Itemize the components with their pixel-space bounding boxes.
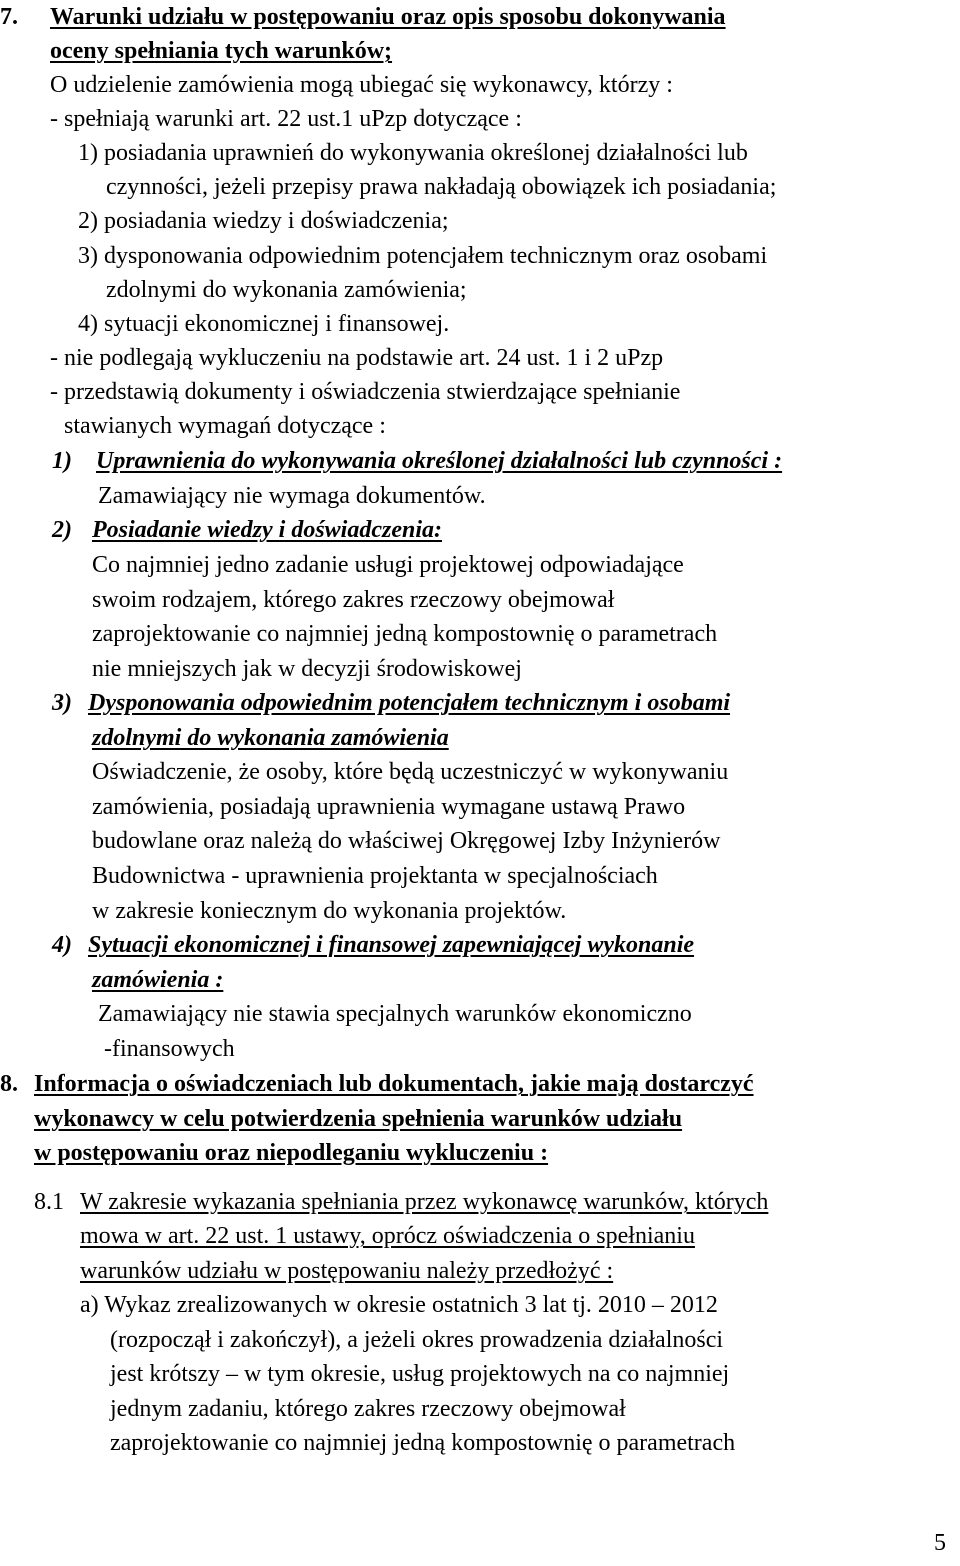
requirement-2-number: 2) — [52, 517, 72, 543]
requirement-1-title: Uprawnienia do wykonywania określonej działalności lub czynności : — [96, 448, 783, 474]
condition-3-line-1: 3) dysponowania odpowiednim potencjałem technicznym oraz osobami — [78, 243, 768, 269]
requirement-1-text: Zamawiający nie wymaga dokumentów. — [98, 483, 486, 509]
section-7-heading-line-1: Warunki udziału w postępowaniu oraz opis sposobu dokonywania — [50, 4, 726, 30]
documents-line-2: stawianych wymagań dotyczące : — [64, 413, 386, 439]
section-8-number: 8. — [0, 1071, 18, 1097]
section-8-heading-line-1: Informacja o oświadczeniach lub dokumentach, jakie mają dostarczyć — [34, 1071, 754, 1097]
requirement-3-line-5: w zakresie koniecznym do wykonania projektów. — [92, 898, 567, 924]
requirement-3-line-4: Budownictwa - uprawnienia projektanta w specjalnościach — [92, 863, 658, 889]
exclusion-statement: - nie podlegają wykluczeniu na podstawie art. 24 ust. 1 i 2 uPzp — [50, 345, 664, 371]
subsection-8-1-line-1: W zakresie wykazania spełniania przez wykonawcę warunków, których — [80, 1189, 769, 1215]
requirement-4-number: 4) — [52, 932, 72, 958]
item-a-line-3: jest krótszy – w tym okresie, usług projektowych na co najmniej — [110, 1361, 730, 1387]
subsection-8-1-line-3: warunków udziału w postępowaniu należy przedłożyć : — [80, 1258, 614, 1284]
requirement-3-line-1: Oświadczenie, że osoby, które będą uczestniczyć w wykonywaniu — [92, 759, 729, 785]
requirement-2-line-4: nie mniejszych jak w decyzji środowiskowej — [92, 656, 522, 682]
subsection-8-1-line-2: mowa w art. 22 ust. 1 ustawy, oprócz oświadczenia o spełnianiu — [80, 1223, 695, 1249]
requirement-1-number: 1) — [52, 448, 72, 474]
condition-1-line-2: czynności, jeżeli przepisy prawa nakładają obowiązek ich posiadania; — [106, 174, 777, 200]
section-8-heading-line-3: w postępowaniu oraz niepodleganiu wykluczeniu : — [34, 1140, 549, 1166]
requirement-3-number: 3) — [52, 690, 72, 716]
requirement-2-line-2: swoim rodzajem, którego zakres rzeczowy obejmował — [92, 587, 615, 613]
section-8-heading-line-2: wykonawcy w celu potwierdzenia spełnienia warunków udziału — [34, 1106, 683, 1132]
requirement-3-title-line-1: Dysponowania odpowiednim potencjałem technicznym i osobami — [88, 690, 731, 716]
requirement-2-line-1: Co najmniej jedno zadanie usługi projektowej odpowiadające — [92, 552, 684, 578]
section-7-heading-line-2: oceny spełniania tych warunków; — [50, 38, 393, 64]
requirement-4-title-line-1: Sytuacji ekonomicznej i finansowej zapewniającej wykonanie — [88, 932, 695, 958]
item-a-line-2: (rozpoczął i zakończył), a jeżeli okres prowadzenia działalności — [110, 1327, 724, 1353]
documents-line-1: - przedstawią dokumenty i oświadczenia stwierdzające spełnianie — [50, 379, 681, 405]
condition-3-line-2: zdolnymi do wykonania zamówienia; — [106, 277, 467, 303]
subsection-8-1-number: 8.1 — [34, 1189, 64, 1215]
item-a-line-5: zaprojektowanie co najmniej jedną kompostownię o parametrach — [110, 1430, 736, 1456]
page-number: 5 — [934, 1530, 946, 1556]
section-7-intro: O udzielenie zamówienia mogą ubiegać się wykonawcy, którzy : — [50, 72, 673, 98]
requirement-2-line-3: zaprojektowanie co najmniej jedną kompostownię o parametrach — [92, 621, 718, 647]
requirement-3-title-line-2: zdolnymi do wykonania zamówienia — [92, 725, 449, 751]
condition-1-line-1: 1) posiadania uprawnień do wykonywania określonej działalności lub — [78, 140, 748, 166]
requirement-2-title: Posiadanie wiedzy i doświadczenia: — [92, 517, 442, 543]
requirement-4-title-line-2: zamówienia : — [92, 967, 224, 993]
section-7-number: 7. — [0, 4, 18, 30]
requirement-4-line-1: Zamawiający nie stawia specjalnych warunków ekonomiczno — [98, 1001, 692, 1027]
item-a-line-1: a) Wykaz zrealizowanych w okresie ostatnich 3 lat tj. 2010 – 2012 — [80, 1292, 718, 1318]
requirement-3-line-2: zamówienia, posiadają uprawnienia wymagane ustawą Prawo — [92, 794, 686, 820]
item-a-line-4: jednym zadaniu, którego zakres rzeczowy obejmował — [110, 1396, 626, 1422]
requirement-3-line-3: budowlane oraz należą do właściwej Okręgowej Izby Inżynierów — [92, 828, 721, 854]
conditions-intro: - spełniają warunki art. 22 ust.1 uPzp dotyczące : — [50, 106, 522, 132]
condition-4: 4) sytuacji ekonomicznej i finansowej. — [78, 311, 450, 337]
requirement-4-line-2: -finansowych — [104, 1036, 235, 1062]
condition-2: 2) posiadania wiedzy i doświadczenia; — [78, 208, 449, 234]
